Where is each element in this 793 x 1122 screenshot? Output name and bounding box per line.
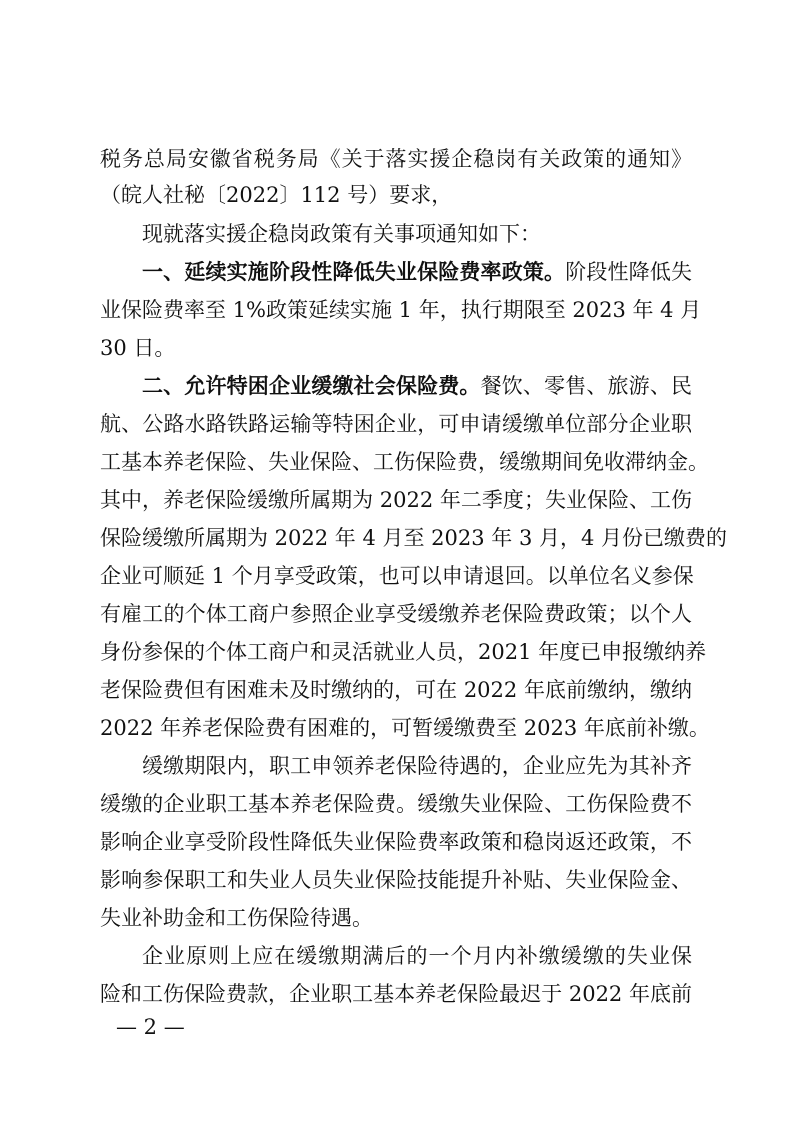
body-line: 2022 年养老保险费有困难的，可暂缓缴费至 2023 年底前补缴。 [100, 716, 710, 740]
body-line: 企业可顺延 1 个月享受政策，也可以申请退回。以单位名义参保 [100, 564, 694, 588]
body-line: 其中，养老保险缓缴所属期为 2022 年二季度；失业保险、工伤 [100, 488, 692, 512]
body-line: 险和工伤保险费款，企业职工基本养老保险最迟于 2022 年底前 [100, 982, 692, 1006]
body-line: 企业原则上应在缓缴期满后的一个月内补缴缓缴的失业保 [142, 944, 692, 968]
section-heading-line [142, 372, 692, 400]
section-heading-1: 一、延续实施阶段性降低失业保险费率政策。 [142, 260, 566, 284]
body-line: 身份参保的个体工商户和灵活就业人员，2021 年度已申报缴纳养 [100, 640, 707, 664]
section-text: 餐饮、零售、旅游、民 [480, 374, 693, 398]
body-line: 影响企业享受阶段性降低失业保险费率政策和稳岗返还政策，不 [100, 830, 692, 854]
body-line: 有雇工的个体工商户参照企业享受缓缴养老保险费政策；以个人 [100, 602, 692, 626]
section-text: 阶段性降低失 [565, 260, 693, 284]
body-line: 保险缓缴所属期为 2022 年 4 月至 2023 年 3 月，4 月份已缴费的 [100, 526, 728, 550]
body-line: 工基本养老保险、失业保险、工伤保险费，缓缴期间免收滞纳金。 [100, 450, 709, 474]
section-heading-2: 二、允许特困企业缓缴社会保险费。 [142, 374, 481, 398]
body-line: 业保险费率至 1%政策延续实施 1 年，执行期限至 2023 年 4 月 [100, 298, 702, 322]
body-line: 缓缴期限内，职工申领养老保险待遇的，企业应先为其补齐 [142, 754, 692, 778]
body-line: 航、公路水路铁路运输等特困企业，可申请缓缴单位部分企业职 [100, 412, 692, 436]
body-line: 税务总局安徽省税务局《关于落实援企稳岗有关政策的通知》 [100, 147, 692, 171]
body-line: （皖人社秘〔2022〕112 号）要求， [100, 183, 453, 207]
body-line: 失业补助金和工伤保险待遇。 [100, 906, 373, 930]
page-number: — 2 — [116, 1015, 185, 1039]
body-line: 缓缴的企业职工基本养老保险费。缓缴失业保险、工伤保险费不 [100, 792, 692, 816]
body-line: 现就落实援企稳岗政策有关事项通知如下： [142, 222, 541, 246]
section-heading-line [142, 258, 692, 286]
body-line: 老保险费但有困难未及时缴纳的，可在 2022 年底前缴纳，缴纳 [100, 678, 692, 702]
body-line: 影响参保职工和失业人员失业保险技能提升补贴、失业保险金、 [100, 868, 692, 892]
body-line: 30 日。 [100, 336, 176, 360]
